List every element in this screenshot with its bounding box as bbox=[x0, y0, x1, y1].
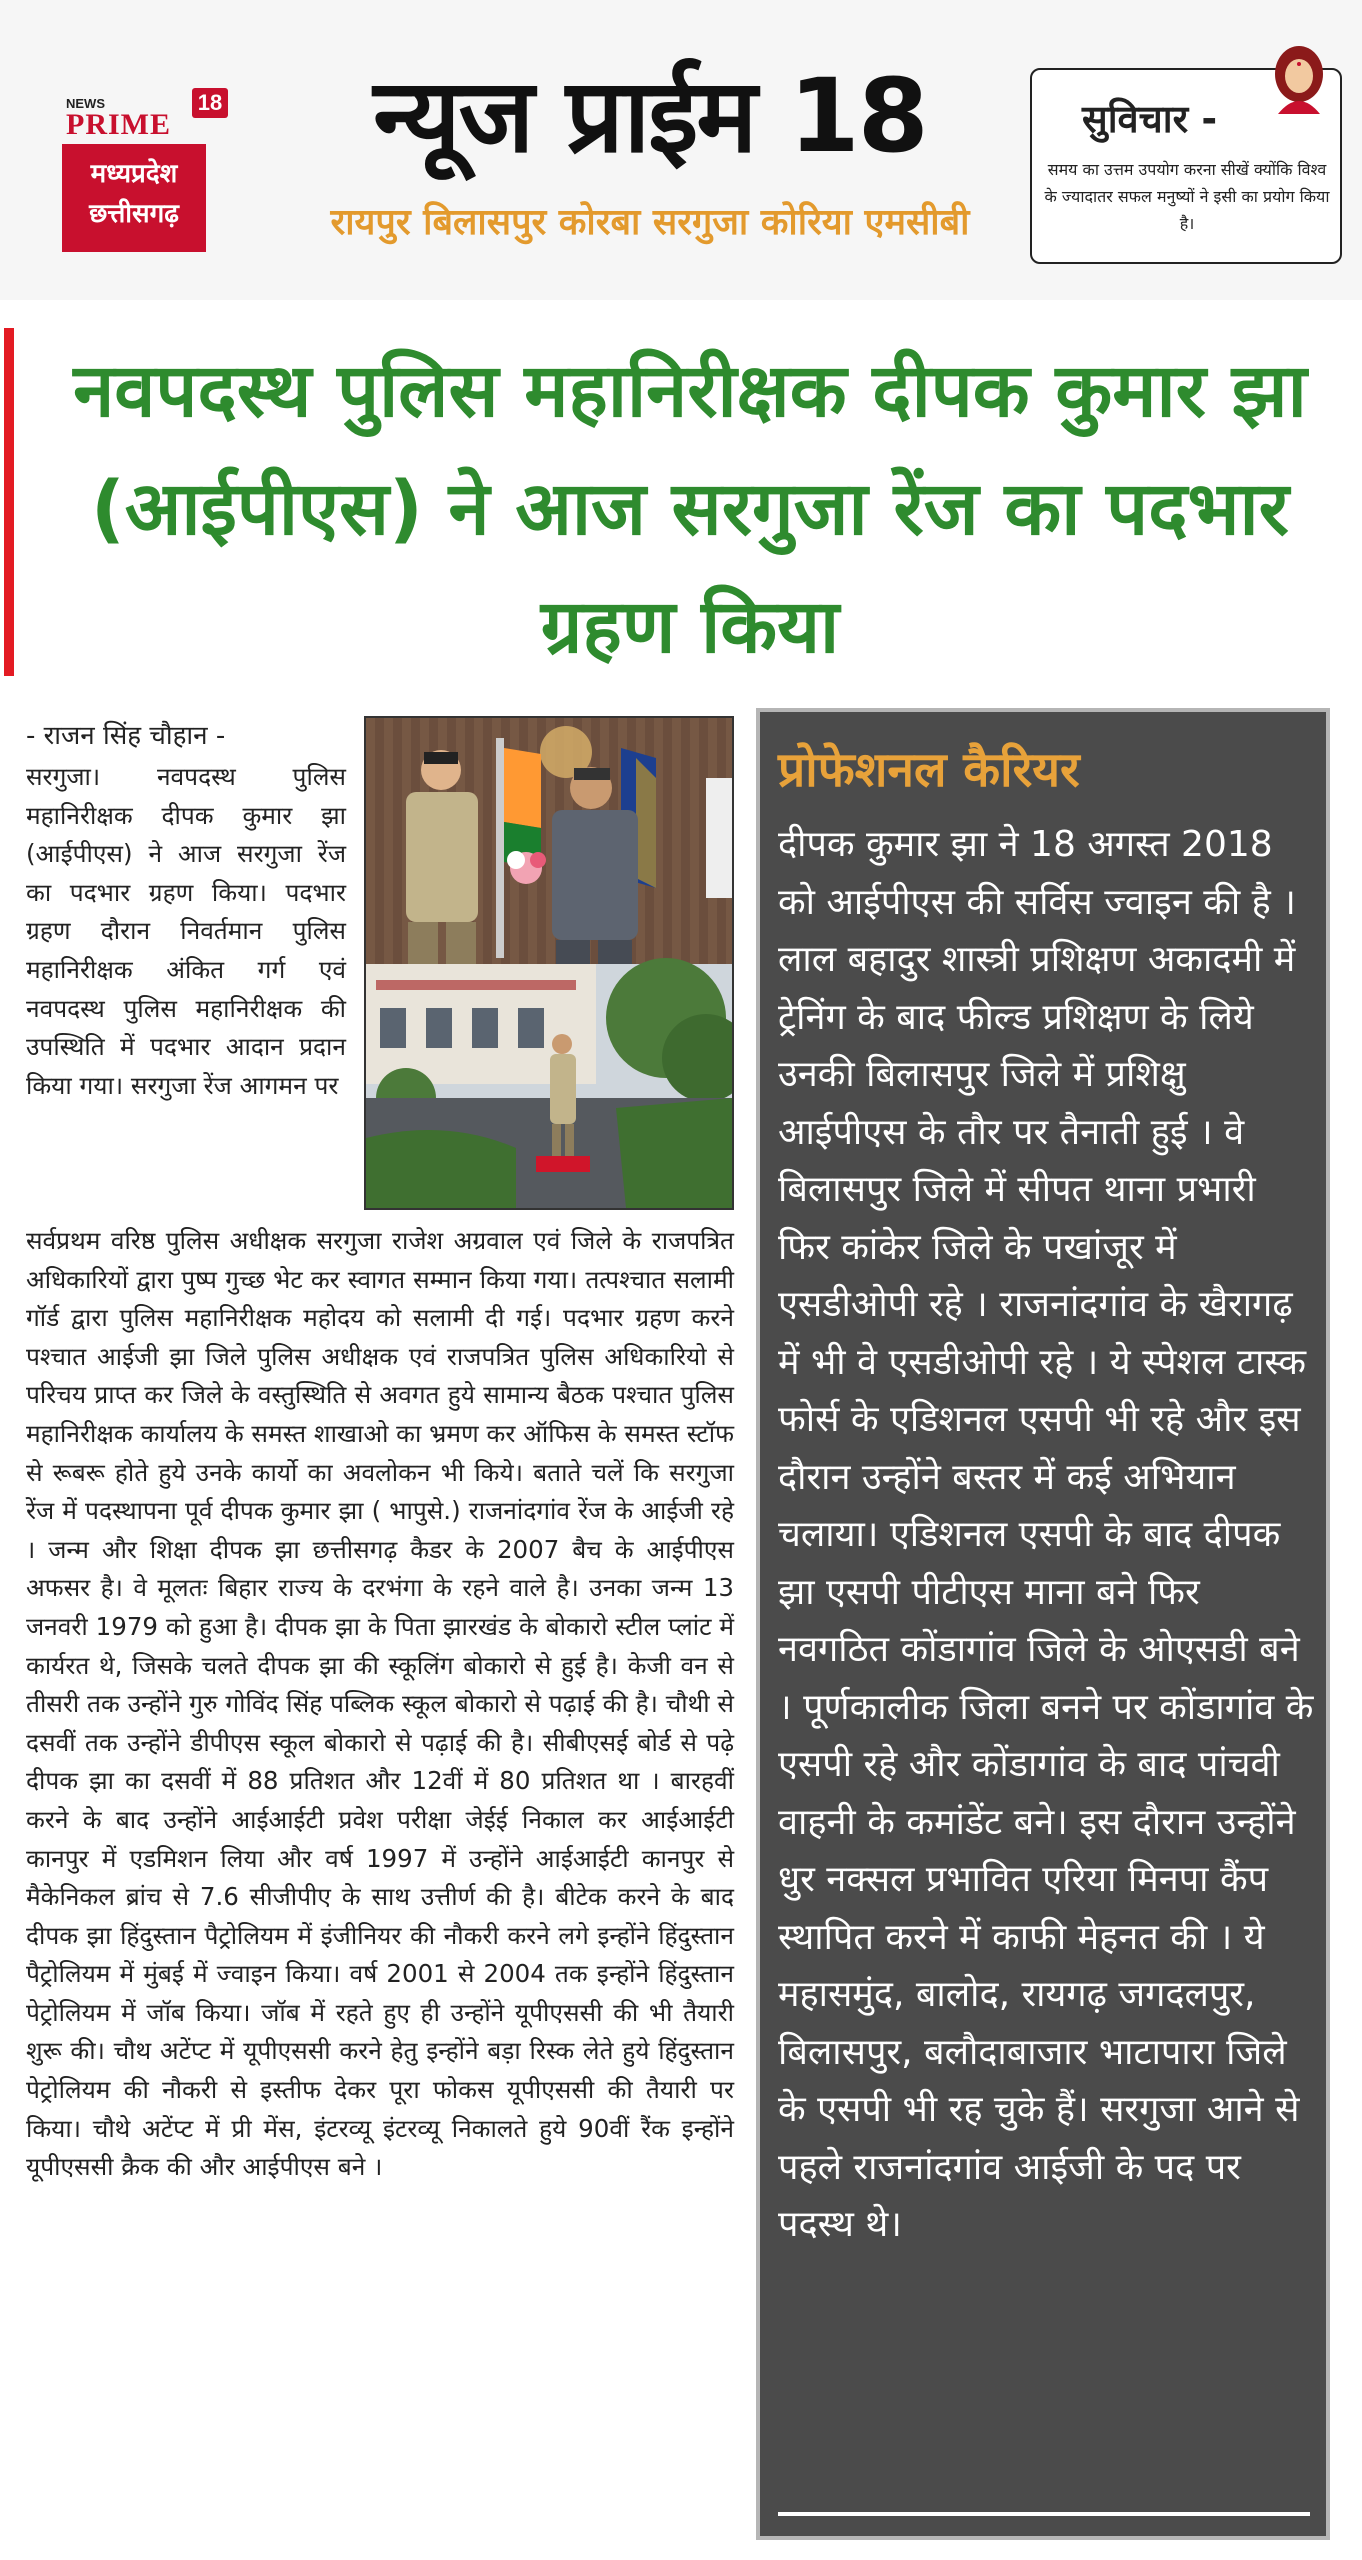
masthead-subtitle: रायपुर बिलासपुर कोरबा सरगुजा कोरिया एमसीबी bbox=[330, 202, 970, 243]
logo-region-line-2: छत्तीसगढ़ bbox=[89, 199, 179, 229]
logo-region-box bbox=[62, 144, 206, 252]
logo-news-text: NEWS bbox=[66, 96, 105, 111]
headline-accent-bar bbox=[4, 328, 14, 676]
sidebar-title: प्रोफेशनल कैरियर bbox=[778, 742, 1080, 798]
thought-of-day-box bbox=[1030, 68, 1342, 264]
article-body-text: सर्वप्रथम वरिष्ठ पुलिस अधीक्षक सरगुजा राजेश अग्रवाल एवं जिले के राजपत्रित अधिकारियों द्वारा पुष्प गुच्छ भेट कर स्वागत सम्मान किया गया। तत्पश्चात सलामी गॉर्ड द्वारा पुलिस महानिरीक्षक महोदय को सलामी दी गई। पदभार ग्रहण करने पश्चात आईजी झा जिले पुलिस अधीक्षक एवं राजपत्रित पुलिस अधिकारियो से परिचय प्राप्त कर जिले के वस्तुस्थिति से अवगत हुये सामान्य बैठक पश्चात पुलिस महानिरीक्षक कार्यालय के समस्त शाखाओ का भ्रमण कर ऑफिस के समस्त स्टॉफ से रूबरू होते हुये उनके कार्यो का अवलोकन भी किये। बताते चलें कि सरगुजा रेंज में पदस्थापना पूर्व दीपक कुमार झा ( भापुसे.) राजनांदगांव रेंज के आईजी रहे । जन्म और शिक्षा दीपक झा छत्तीसगढ़ कैडर के 2007 बैच के आईपीएस अफसर है। वे मूलतः बिहार राज्य के दरभंगा के रहने वाले है। उनका जन्म 13 जनवरी 1979 को हुआ है। दीपक झा के पिता झारखंड के बोकारो स्टील प्लांट में कार्यरत थे, जिसके चलते दीपक झा की स्कूलिंग बोकारो से हुई है। केजी वन से तीसरी तक उन्होंने गुरु गोविंद सिंह पब्लिक स्कूल बोकारो से पढ़ाई की है। चौथी से दसवीं तक उन्होंने डीपीएस स्कूल बोकारो से पढ़ाई की है। सीबीएसई बोर्ड से पढ़े दीपक झा का दसवीं में 88 प्रतिशत और 12वीं में 80 प्रतिशत था । बारहवीं करने के बाद उन्होंने आईआईटी प्रवेश परीक्षा जेईई निकाल कर आईआईटी कानपुर में एडमिशन लिया और वर्ष 1997 में उन्होंने आईआईटी कानपुर से मैकेनिकल ब्रांच से 7.6 सीजीपीए के साथ उत्तीर्ण की है। बीटेक करने के बाद दीपक झा हिंदुस्तान पैट्रोलियम में इंजीनियर की नौकरी करने लगे इन्होंने हिंदुस्तान पैट्रोलियम में मुंबई में ज्वाइन किया। वर्ष 2001 से 2004 तक इन्होंने हिंदुस्तान पेट्रोलियम में जॉब किया। जॉब में रहते हुए ही उन्होंने यूपीएससी की भी तैयारी शुरू की। चौथ अटेंप्ट में यूपीएससी करने हेतु इन्होंने बड़ा रिस्क लेते हुये हिंदुस्तान पेट्रोलियम की नौकरी से इस्तीफ देकर पूरा फोकस यूपीएससी की तैयारी पर किया। चौथे अटेंप्ट में प्री मेंस, इंटरव्यू इंटरव्यू निकालते हुये 90वीं रैंक इन्होंने यूपीएससी क्रैक की और आईपीएस बने । bbox=[26, 1226, 734, 2182]
sidebar-text: दीपक कुमार झा ने 18 अगस्त 2018 को आईपीएस की सर्विस ज्वाइन की है ।लाल बहादुर शास्त्री प्रशिक्षण अकादमी में ट्रेनिंग के बाद फील्ड प्रशिक्षण के लिये उनकी बिलासपुर जिले में प्रशिक्षु आईपीएस के तौर पर तैनाती हुई । वे बिलासपुर जिले में सीपत थाना प्रभारी फिर कांकेर जिले के पखांजूर में एसडीओपी रहे । राजनांदगांव के खैरागढ़ में भी वे एसडीओपी रहे । ये स्पेशल टास्क फोर्स के एडिशनल एसपी भी रहे और इस दौरान उन्होंने बस्तर में कई अभियान चलाया। एडिशनल एसपी के बाद दीपक झा एसपी पीटीएस माना बने फिर नवगठित कोंडागांव जिले के ओएसडी बने । पूर्णकालीक जिला बनने पर कोंडागांव के एसपी रहे और कोंडागांव के बाद पांचवी वाहनी के कमांडेंट बने। इस दौरान उन्होंने धुर नक्सल प्रभावित एरिया मिनपा कैंप स्थापित करने में काफी मेहनत की । ये महासमुंद, बालोद, रायगढ़ जगदलपुर, बिलासपुर, बलौदाबाजार भाटापारा जिले के एसपी भी रह चुके हैं। सरगुजा आने से पहले राजनांदगांव आईजी के पद पर पदस्थ थे। bbox=[778, 824, 1314, 2245]
article-headline: नवपदस्थ पुलिस महानिरीक्षक दीपक कुमार झा (आईपीएस) ने आज सरगुजा रेंज का पदभार ग्रहण किया bbox=[73, 348, 1307, 670]
masthead-title: न्यूज प्राईम 18 bbox=[373, 57, 927, 176]
woman-avatar-icon bbox=[1268, 44, 1330, 114]
article-byline: - राजन सिंह चौहान - bbox=[26, 721, 226, 751]
thought-heading: सुविचार - bbox=[1082, 97, 1218, 141]
logo-number-badge: 18 bbox=[192, 88, 228, 118]
article-lead-paragraph: सरगुजा। नवपदस्थ पुलिस महानिरीक्षक दीपक कुमार झा (आईपीएस) ने आज सरगुजा रेंज का पदभार ग्रहण किया। पदभार ग्रहण दौरान निवर्तमान पुलिस महानिरीक्षक अंकित गर्ग एवं नवपदस्थ पुलिस महानिरीक्षक की उपस्थिति में पदभार आदान प्रदान किया गया। सरगुजा रेंज आगमन पर bbox=[26, 762, 346, 1100]
photo-illustration bbox=[366, 718, 732, 1208]
logo-top bbox=[58, 82, 223, 141]
logo-region-line-1: मध्यप्रदेश bbox=[90, 159, 178, 189]
logo-prime-text: PRIME bbox=[66, 108, 171, 141]
newsprime-logo[interactable] bbox=[58, 82, 223, 252]
sidebar-divider bbox=[778, 2512, 1310, 2516]
thought-text: समय का उत्तम उपयोग करना सीखें क्योंकि विश्व के ज्यादातर सफल मनुष्यों ने इसी का प्रयोग किया है। bbox=[1044, 160, 1330, 233]
article-photo[interactable] bbox=[364, 716, 734, 1210]
career-sidebar bbox=[756, 708, 1330, 2540]
masthead bbox=[0, 0, 1362, 300]
